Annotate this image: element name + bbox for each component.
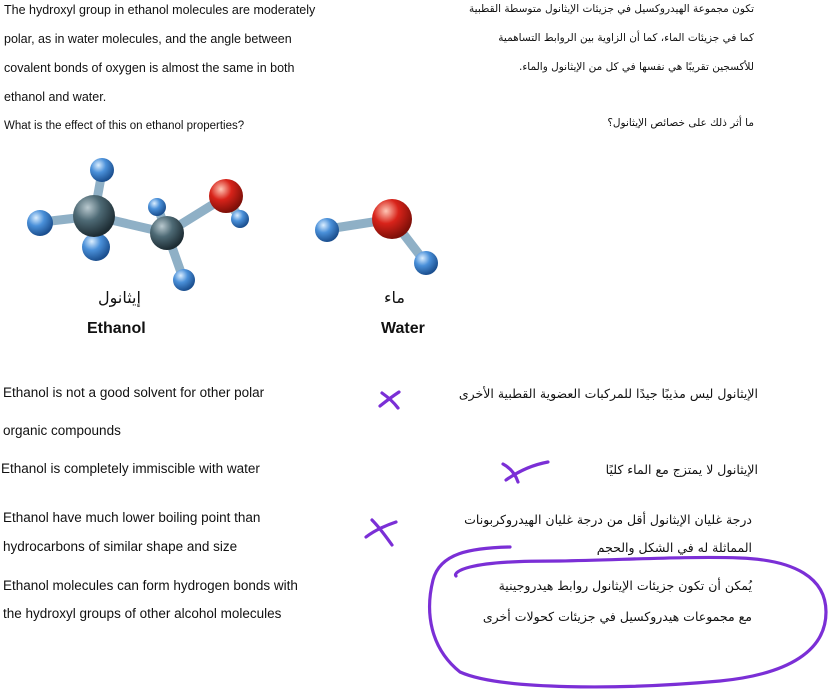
intro-en-line-4: ethanol and water. (4, 90, 107, 104)
cross-mark-option-3 (366, 520, 396, 545)
option-4-en-line-2: the hydroxyl groups of other alcohol molecules (3, 606, 282, 621)
answer-circle (430, 547, 826, 687)
option-1-en-line-2: organic compounds (3, 423, 121, 438)
intro-ar-line-1: تكون مجموعة الهيدروكسيل في جزيئات الإيثانول متوسطة القطبية (469, 3, 754, 15)
option-1-en-line-1: Ethanol is not a good solvent for other polar (3, 385, 265, 400)
option-3-ar-line-1: درجة غليان الإيثانول أقل من درجة غليان الهيدروكربونات (464, 512, 752, 527)
intro-ar-line-3: للأكسجين تقريبًا هي نفسها في كل من الإيثانول والماء. (519, 61, 754, 73)
intro-en-line-1: The hydroxyl group in ethanol molecules are moderately (4, 3, 316, 17)
intro-ar-line-2: كما في جزيئات الماء، كما أن الزاوية بين الروابط التساهمية (498, 32, 754, 44)
ethanol-label-ar: إيثانول (98, 288, 141, 307)
ethanol-label-en: Ethanol (87, 320, 146, 337)
option-4-ar-line-2: مع مجموعات هيدروكسيل في جزيئات كحولات أخرى (482, 609, 752, 624)
cross-mark-option-1 (380, 392, 399, 408)
option-4-ar-line-1: يُمكن أن تكون جزيئات الإيثانول روابط هيدروجينية (498, 578, 752, 593)
option-3-en-line-1: Ethanol have much lower boiling point than (3, 510, 261, 525)
water-label-en: Water (381, 320, 425, 337)
option-2-en: Ethanol is completely immiscible with water (1, 461, 260, 476)
cross-mark-option-2 (503, 462, 548, 482)
option-3-en-line-2: hydrocarbons of similar shape and size (3, 539, 238, 554)
option-3-ar-line-2: المماثلة له في الشكل والحجم (596, 540, 752, 555)
water-label-ar: ماء (384, 288, 405, 307)
intro-en-line-2: polar, as in water molecules, and the angle between (4, 32, 292, 46)
option-1-ar: الإيثانول ليس مذيبًا جيدًا للمركبات العضوية القطبية الأخرى (458, 386, 758, 401)
intro-en-line-3: covalent bonds of oxygen is almost the same in both (4, 61, 295, 75)
question-ar: ما أثر ذلك على خصائص الإيثانول؟ (607, 117, 754, 129)
option-4-en-line-1: Ethanol molecules can form hydrogen bonds with (3, 578, 298, 593)
question-en: What is the effect of this on ethanol properties? (4, 120, 245, 132)
option-2-ar: الإيثانول لا يمتزج مع الماء كليًا (605, 462, 758, 477)
